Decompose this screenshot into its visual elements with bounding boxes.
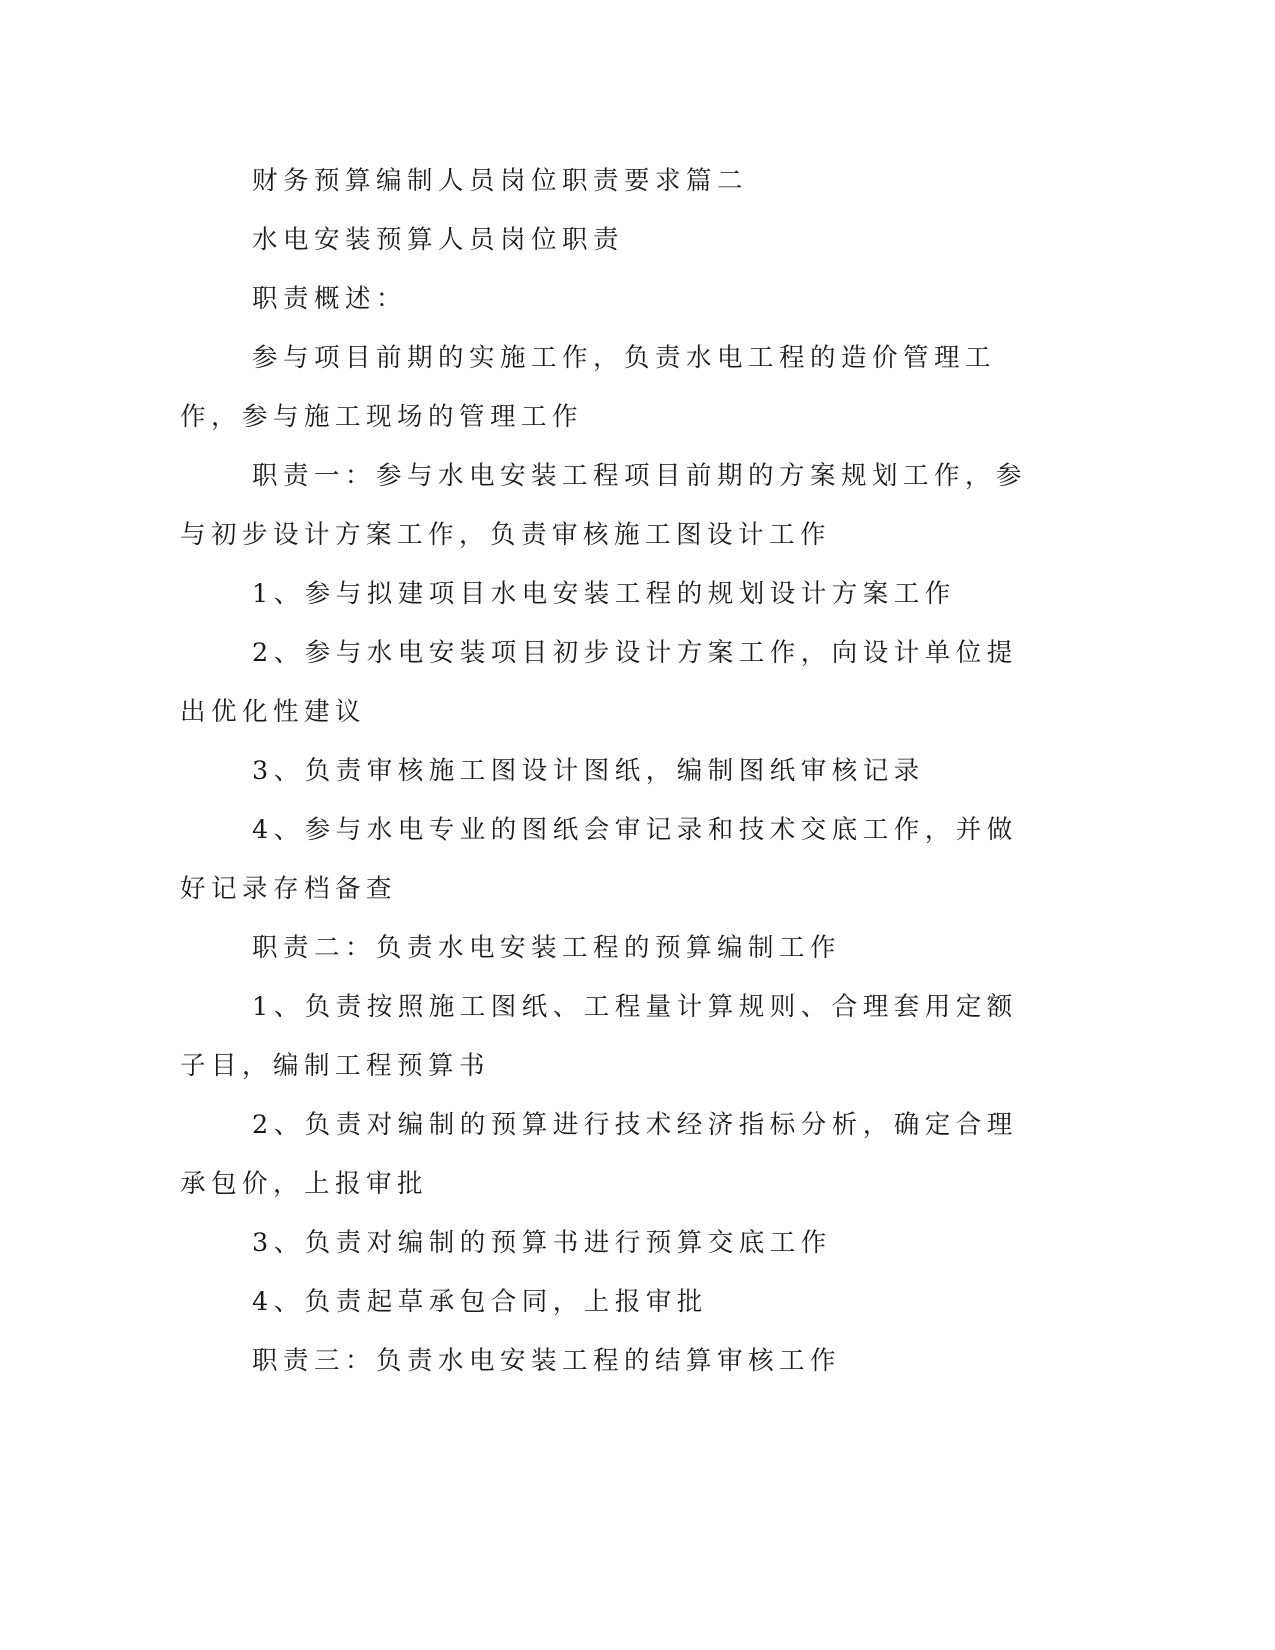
job-title: 水电安装预算人员岗位职责 [252,225,625,255]
duty-one-item-1: 1、参与拟建项目水电安装工程的规划设计方案工作 [252,579,956,609]
document-body [180,152,1040,1391]
duty-one-heading: 职责一：参与水电安装工程项目前期的方案规划工作，参与初步设计方案工作，负责审核施工图设计工作 [180,461,1028,550]
duty-two-item-2: 2、负责对编制的预算进行技术经济指标分析，确定合理承包价，上报审批 [180,1110,1018,1199]
duty-two-item-1: 1、负责按照施工图纸、工程量计算规则、合理套用定额子目，编制工程预算书 [180,992,1018,1081]
section-heading: 财务预算编制人员岗位职责要求篇二 [252,166,749,196]
duty-two-heading: 职责二：负责水电安装工程的预算编制工作 [252,933,842,963]
duty-two-item-4: 4、负责起草承包合同，上报审批 [252,1287,708,1317]
duty-one-item-4: 4、参与水电专业的图纸会审记录和技术交底工作，并做好记录存档备查 [180,815,1018,904]
duty-one-item-2: 2、参与水电安装项目初步设计方案工作，向设计单位提出优化性建议 [180,638,1018,727]
overview-text: 参与项目前期的实施工作，负责水电工程的造价管理工作，参与施工现场的管理工作 [180,343,997,432]
duty-one-item-3: 3、负责审核施工图设计图纸，编制图纸审核记录 [252,756,925,786]
overview-heading: 职责概述： [252,284,408,314]
duty-three-heading: 职责三：负责水电安装工程的结算审核工作 [252,1346,842,1376]
duty-two-item-3: 3、负责对编制的预算书进行预算交底工作 [252,1228,832,1258]
